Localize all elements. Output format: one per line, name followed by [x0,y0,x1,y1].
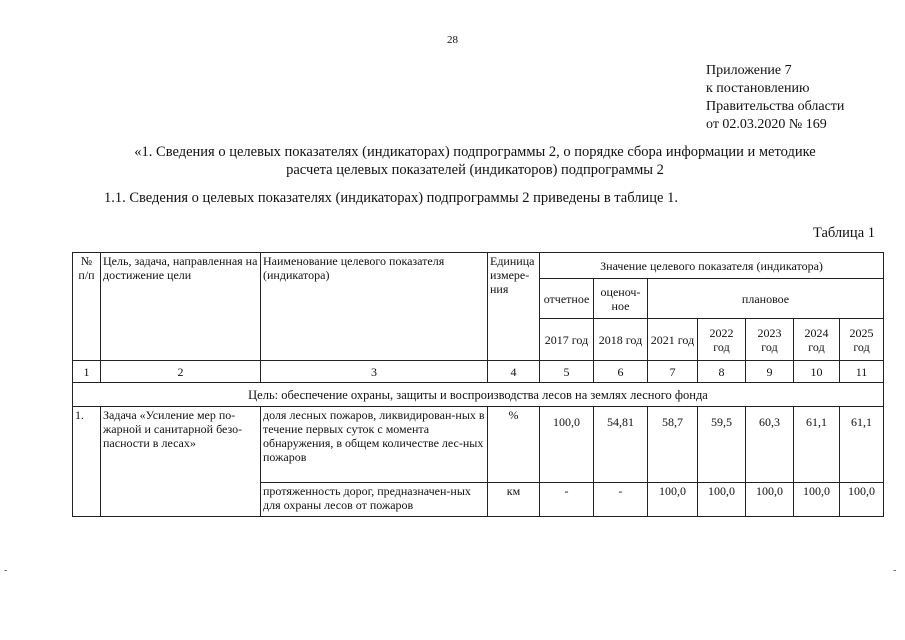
value-cell: 58,7 [648,407,698,483]
column-number: 8 [698,361,746,383]
header-year: 2022 год [698,319,746,361]
task-text: Задача «Усиление мер по-жарной и санитарной безо-пасности в лесах» [101,407,261,517]
header-indicator: Наименование целевого показателя (индикатора) [261,253,488,361]
right-margin-mark: - [893,565,897,576]
goal-row: Цель: обеспечение охраны, защиты и воспроизводства лесов на землях лесного фонда [73,383,884,407]
column-number: 4 [488,361,540,383]
table-caption: Таблица 1 [812,225,875,241]
indicators-table [72,252,884,517]
value-cell: 61,1 [840,407,884,483]
value-cell: 100,0 [794,483,840,517]
header-planned: плановое [648,279,884,319]
value-cell: 100,0 [648,483,698,517]
header-year: 2018 год [594,319,648,361]
column-number: 5 [540,361,594,383]
header-unit: Единица измере-ния [488,253,540,361]
column-number: 1 [73,361,101,383]
appendix-note [706,62,844,134]
column-number: 11 [840,361,884,383]
value-cell: 100,0 [840,483,884,517]
value-cell: 61,1 [794,407,840,483]
column-number: 6 [594,361,648,383]
header-year: 2021 год [648,319,698,361]
heading-line-2: расчета целевых показателей (индикаторов) подпрограммы 2 [286,162,664,178]
appendix-line-3: Правительства области [706,99,845,114]
header-num: № п/п [73,253,101,361]
column-number: 2 [101,361,261,383]
header-value-group: Значение целевого показателя (индикатора) [540,253,884,279]
indicator-name: доля лесных пожаров, ликвидирован-ных в течение первых суток с момента обнаружения, в общем количестве лес-ных пожаров [261,407,488,483]
page-number: 28 [447,34,458,46]
section-heading [80,143,870,179]
header-year: 2025 год [840,319,884,361]
appendix-line-4: от 02.03.2020 № 169 [706,117,827,132]
header-goal: Цель, задача, направленная на достижение цели [101,253,261,361]
value-cell: 100,0 [746,483,794,517]
indicator-name: протяженность дорог, предназначен-ных для охраны лесов от пожаров [261,483,488,517]
header-reported: отчетное [540,279,594,319]
header-year: 2023 год [746,319,794,361]
header-year: 2024 год [794,319,840,361]
column-number: 9 [746,361,794,383]
column-number: 10 [794,361,840,383]
table-row [73,407,884,483]
appendix-line-2: к постановлению [706,81,810,96]
value-cell: 100,0 [698,483,746,517]
value-cell: 100,0 [540,407,594,483]
appendix-line-1: Приложение 7 [706,63,792,78]
subsection-heading: 1.1. Сведения о целевых показателях (индикаторах) подпрограммы 2 приведены в таблице 1. [104,190,678,206]
value-cell: 54,81 [594,407,648,483]
task-number: 1. [73,407,101,517]
heading-line-1: «1. Сведения о целевых показателях (индикаторах) подпрограммы 2, о порядке сбора информации и методике [134,144,816,160]
column-number: 3 [261,361,488,383]
header-year: 2017 год [540,319,594,361]
header-estimated: оценоч-ное [594,279,648,319]
value-cell: 59,5 [698,407,746,483]
indicator-unit: % [488,407,540,483]
value-cell: 60,3 [746,407,794,483]
left-margin-mark: - [4,565,8,576]
value-cell: - [540,483,594,517]
value-cell: - [594,483,648,517]
column-number: 7 [648,361,698,383]
indicator-unit: км [488,483,540,517]
